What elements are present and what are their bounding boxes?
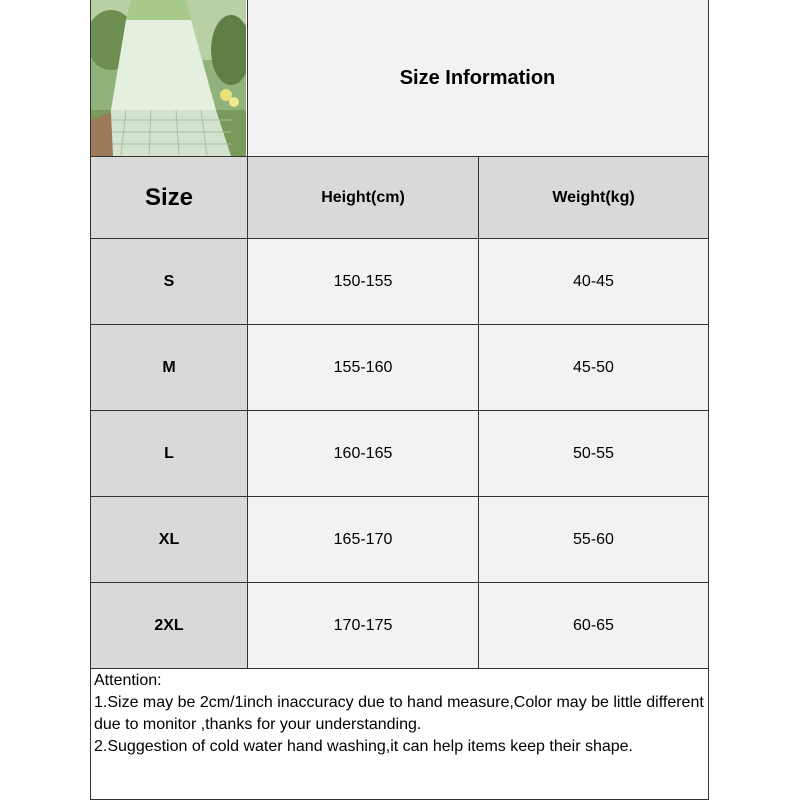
column-header-weight: Weight(kg) [479,157,708,238]
table-cell-size: XL [91,497,247,582]
attention-notes [94,670,706,758]
table-cell-weight: 50-55 [479,411,708,496]
table-cell-height: 155-160 [248,325,478,410]
notes-heading: Attention: [94,672,162,689]
table-cell-height: 160-165 [248,411,478,496]
product-photo [91,0,246,156]
table-cell-weight: 45-50 [479,325,708,410]
table-cell-height: 150-155 [248,239,478,324]
table-cell-height: 165-170 [248,497,478,582]
page-title: Size Information [247,0,708,156]
table-cell-weight: 40-45 [479,239,708,324]
column-header-size: Size [91,157,247,238]
table-cell-weight: 55-60 [479,497,708,582]
table-cell-size: S [91,239,247,324]
table-cell-size: M [91,325,247,410]
notes-line-2: 2.Suggestion of cold water hand washing,it can help items keep their shape. [94,738,633,755]
divider [90,668,709,669]
table-cell-height: 170-175 [248,583,478,668]
table-cell-size: 2XL [91,583,247,668]
table-cell-size: L [91,411,247,496]
table-cell-weight: 60-65 [479,583,708,668]
column-header-height: Height(cm) [248,157,478,238]
notes-line-1: 1.Size may be 2cm/1inch inaccuracy due to hand measure,Color may be little different due to monitor ,thanks for your understanding. [94,694,704,733]
